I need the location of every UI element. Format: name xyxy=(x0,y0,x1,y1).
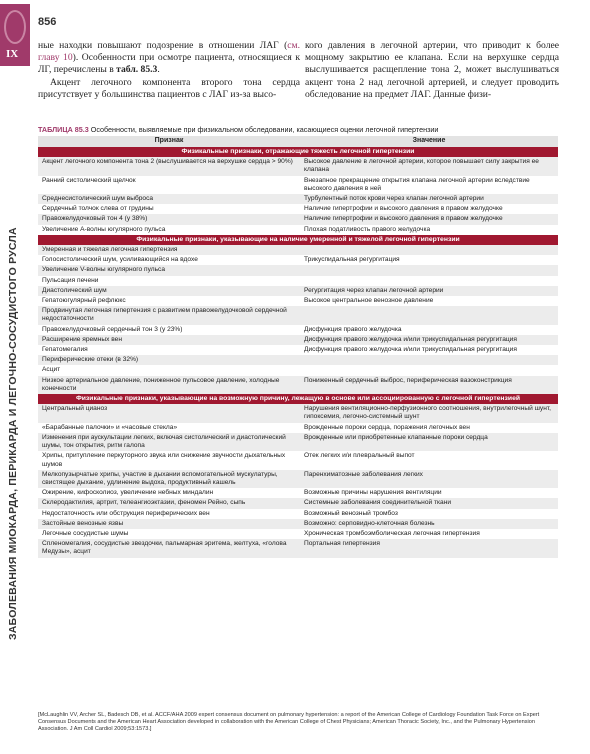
cell-sign: Среднесистолический шум выброса xyxy=(38,194,300,204)
cell-sign: Мелкопузырчатые хрипы, участие в дыхании вспомогательной мускулатуры, свистящее дыхание, удлинение выдоха, продуктивный кашель xyxy=(38,470,300,488)
table-row xyxy=(38,176,558,194)
cell-meaning: Возможно: серповидно-клеточная болезнь xyxy=(300,519,558,529)
cell-sign: Сердечный толчок слева от грудины xyxy=(38,204,300,214)
page-number: 856 xyxy=(38,16,57,28)
cell-meaning xyxy=(300,276,558,286)
cell-sign: Ранний систолический щелчок xyxy=(38,176,300,194)
section-title: Физикальные признаки, указывающие на возможную причину, лежащую в основе или ассоциированную с легочной гипертензией xyxy=(38,394,558,404)
cell-sign: Застойные венозные язвы xyxy=(38,519,300,529)
table-caption xyxy=(38,125,558,134)
cell-meaning xyxy=(300,306,558,324)
cell-sign: Увеличение А-волны югулярного пульса xyxy=(38,225,300,235)
cell-sign: Расширение яремных вен xyxy=(38,335,300,345)
section-title: Физикальные признаки, отражающие тяжесть легочной гипертензии xyxy=(38,147,558,157)
cell-sign: Спленомегалия, сосудистые звездочки, пальмарная эритема, желтуха, «голова Медузы», асцит xyxy=(38,539,300,557)
column-header-sign: Признак xyxy=(38,136,300,147)
section-header-row xyxy=(38,147,558,157)
left-text-column xyxy=(38,40,300,101)
cell-sign: Периферические отеки (в 32%) xyxy=(38,355,300,365)
table-row xyxy=(38,404,558,422)
cell-sign: Правожелудочковый сердечный тон 3 (у 23%) xyxy=(38,325,300,335)
cell-sign: Увеличение V-волны югулярного пульса xyxy=(38,265,300,275)
cell-sign: Акцент легочного компонента тона 2 (выслушивается на верхушке сердца > 90%) xyxy=(38,157,300,175)
cell-sign: Ожирение, кифосколиоз, увеличение небных миндалин xyxy=(38,488,300,498)
cell-sign: Голосистолический шум, усиливающийся на вдохе xyxy=(38,255,300,265)
table-row xyxy=(38,355,558,365)
section-badge xyxy=(0,4,30,66)
section-title: Физикальные признаки, указывающие на наличие умеренной и тяжелой легочной гипертензии xyxy=(38,235,558,245)
cell-meaning xyxy=(300,355,558,365)
cell-meaning: Внезапное прекращение открытия клапана легочной артерии вследствие высокого давления в ней xyxy=(300,176,558,194)
table-row xyxy=(38,335,558,345)
text-run: . xyxy=(157,64,160,76)
text-run: ). Особенности при осмотре пациента, относящиеся к ЛГ, перечислены в xyxy=(38,52,300,76)
cell-meaning: Наличие гипертрофии и высокого давления в правом желудочке xyxy=(300,204,558,214)
table-row xyxy=(38,325,558,335)
cell-meaning: Регургитация через клапан легочной артерии xyxy=(300,286,558,296)
paragraph: кого давления в легочной артерии, что приводит к более мощному закрытию ее клапана. Если на верхушке сердца выслушивается расщепление тона 2, может выслушиваться акцент тона 2 над легочной артерией, и следует проводить обследование на предмет ЛАГ. Данные физи- xyxy=(305,40,559,100)
cell-sign: Изменения при аускультации легких, включая систолический и диастолический шумы, тон открытия, ритм галопа xyxy=(38,433,300,451)
table-row xyxy=(38,245,558,255)
cell-meaning: Возможные причины нарушения вентиляции xyxy=(300,488,558,498)
cell-meaning xyxy=(300,245,558,255)
table-header-row xyxy=(38,136,558,147)
table-label: ТАБЛИЦА 85.3 xyxy=(38,125,89,134)
table-row xyxy=(38,306,558,324)
table-row xyxy=(38,345,558,355)
table-row xyxy=(38,529,558,539)
table-body xyxy=(38,147,558,558)
cell-sign: Хрипы, притупление перкуторного звука или снижение звучности дыхательных шумов xyxy=(38,451,300,469)
table-row xyxy=(38,488,558,498)
section-mark: IX xyxy=(6,48,19,60)
cell-sign: Склеродактилия, артрит, телеангиоэктазии, феномен Рейно, сыпь xyxy=(38,498,300,508)
table-row xyxy=(38,470,558,488)
chapter-link[interactable]: см. главу 10 xyxy=(38,40,300,64)
table-row xyxy=(38,255,558,265)
cell-meaning: Хроническая тромбоэмболическая легочная гипертензия xyxy=(300,529,558,539)
cell-meaning xyxy=(300,365,558,375)
table-row xyxy=(38,286,558,296)
cell-sign: «Барабанные палочки» и «часовые стекла» xyxy=(38,423,300,433)
cell-meaning: Дисфункция правого желудочка и/или трикуспидальная регургитация xyxy=(300,335,558,345)
cell-meaning: Высокое центральное венозное давление xyxy=(300,296,558,306)
paragraph xyxy=(38,40,300,77)
cell-meaning: Возможный венозный тромбоз xyxy=(300,509,558,519)
sidebar xyxy=(0,0,30,754)
cell-meaning: Плохая податливость правого желудочка xyxy=(300,225,558,235)
cell-meaning: Врожденные пороки сердца, поражения легочных вен xyxy=(300,423,558,433)
cell-meaning xyxy=(300,265,558,275)
table-row xyxy=(38,376,558,394)
table-row xyxy=(38,539,558,557)
cell-sign: Продвинутая легочная гипертензия с развитием правожелудочковой сердечной недостаточности xyxy=(38,306,300,324)
cell-sign: Недостаточность или обструкция периферических вен xyxy=(38,509,300,519)
cell-sign: Гепатоюгулярный рефлюкс xyxy=(38,296,300,306)
table-row xyxy=(38,519,558,529)
cell-sign: Правожелудочковый тон 4 (у 38%) xyxy=(38,214,300,224)
cell-meaning: Турбулентный поток крови через клапан легочной артерии xyxy=(300,194,558,204)
cell-meaning: Пониженный сердечный выброс, периферическая вазоконстрикция xyxy=(300,376,558,394)
text-run: ные находки повышают подозрение в отношении ЛАГ ( xyxy=(38,40,288,51)
table-row xyxy=(38,214,558,224)
cell-meaning: Портальная гипертензия xyxy=(300,539,558,557)
cell-sign: Низкое артериальное давление, пониженное пульсовое давление, холодные конечности xyxy=(38,376,300,394)
table-row xyxy=(38,498,558,508)
cell-meaning: Паренхиматозные заболевания легких xyxy=(300,470,558,488)
table-row xyxy=(38,157,558,175)
table-row xyxy=(38,276,558,286)
cell-meaning: Дисфункция правого желудочка xyxy=(300,325,558,335)
cell-meaning: Врожденные или приобретенные клапанные пороки сердца xyxy=(300,433,558,451)
cell-sign: Гепатомегалия xyxy=(38,345,300,355)
table-reference: табл. 85.3 xyxy=(116,64,158,76)
cell-sign: Пульсация печени xyxy=(38,276,300,286)
table-title: Особенности, выявляемые при физикальном обследовании, касающиеся оценки легочной гипертензии xyxy=(88,125,439,134)
table-row xyxy=(38,296,558,306)
cell-meaning: Высокое давление в легочной артерии, которое повышает силу закрытия ее клапана xyxy=(300,157,558,175)
cell-meaning: Нарушения вентиляционно-перфузионного соотношения, внутрилегочный шунт, гипоксемия, легочно-системный шунт xyxy=(300,404,558,422)
findings-table xyxy=(38,136,558,558)
column-header-meaning: Значение xyxy=(300,136,558,147)
section-header-row xyxy=(38,394,558,404)
right-text-column xyxy=(305,40,559,101)
cell-meaning: Наличие гипертрофии и высокого давления в правом желудочке xyxy=(300,214,558,224)
cell-meaning: Трикуспидальная регургитация xyxy=(300,255,558,265)
cell-sign: Умеренная и тяжелая легочная гипертензия xyxy=(38,245,300,255)
cell-sign: Диастолический шум xyxy=(38,286,300,296)
table-row xyxy=(38,194,558,204)
footnote: [McLaughlin VV, Archer SL, Badesch DB, et al. ACCF/AHA 2009 expert consensus document on pulmonary hypertension: a report of the American College of Cardiology Foundation Task Force on Expert Consensus Documents and the American Heart Association developed in collaboration with the American College of Chest Physicians; American Thoracic Society, Inc., and the Pulmonary Hypertension Association. J Am Coll Cardiol 2009;53:1573.] xyxy=(38,712,540,732)
cell-meaning: Дисфункция правого желудочка и/или трикуспидальная регургитация xyxy=(300,345,558,355)
table-row xyxy=(38,509,558,519)
vertical-section-title: ЗАБОЛЕВАНИЯ МИОКАРДА, ПЕРИКАРДА И ЛЕГОЧНО-СОСУДИСТОГО РУСЛА xyxy=(7,227,19,640)
table-row xyxy=(38,204,558,214)
cell-sign: Легочные сосудистые шумы xyxy=(38,529,300,539)
table-row xyxy=(38,265,558,275)
cell-meaning: Отек легких и/и плевральный выпот xyxy=(300,451,558,469)
table-row xyxy=(38,451,558,469)
cell-meaning: Системные заболевания соединительной ткани xyxy=(300,498,558,508)
paragraph: Акцент легочного компонента второго тона сердца присутствует у большинства пациентов с ЛАГ из-за высо- xyxy=(38,76,300,100)
table-row xyxy=(38,365,558,375)
table-row xyxy=(38,433,558,451)
table-row xyxy=(38,423,558,433)
section-emblem-icon xyxy=(4,10,26,44)
cell-sign: Центральный цианоз xyxy=(38,404,300,422)
cell-sign: Асцит xyxy=(38,365,300,375)
section-header-row xyxy=(38,235,558,245)
table-row xyxy=(38,225,558,235)
